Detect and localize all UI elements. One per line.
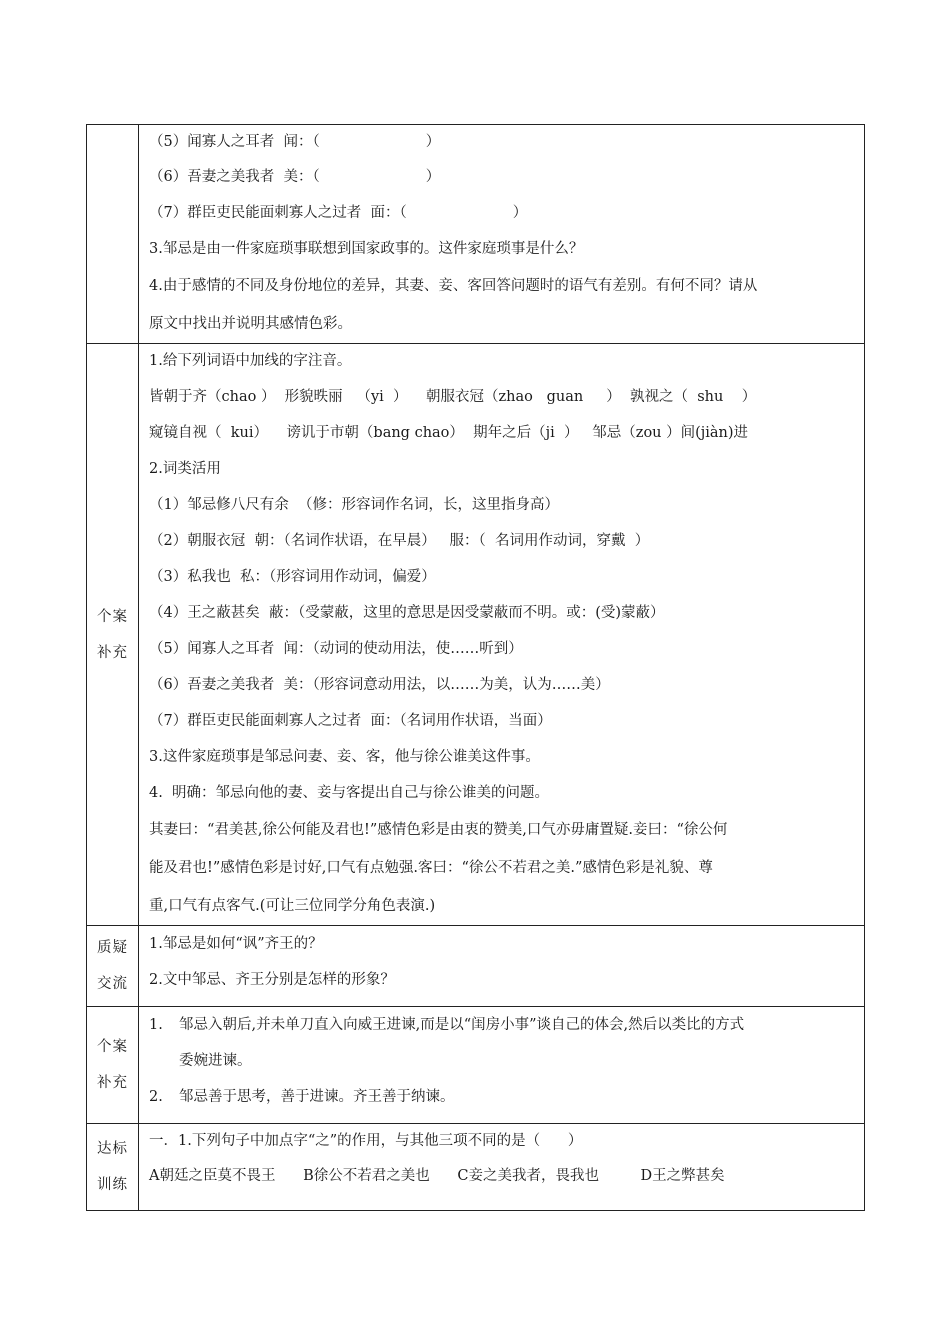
text-line: 4.由于感情的不同及身份地位的差异，其妻、妾、客回答问题时的语气有差别。有何不同？请从 bbox=[149, 278, 758, 294]
worksheet-table bbox=[86, 124, 865, 1211]
text-line: （4）王之蔽甚矣 蔽：（受蒙蔽，这里的意思是因受蒙蔽而不明。或：(受)蒙蔽） bbox=[149, 605, 665, 621]
text-line: （7）群臣吏民能面刺寡人之过者 面：（名词用作状语，当面） bbox=[149, 713, 552, 729]
text-line: 2.词类活用 bbox=[149, 461, 221, 477]
row-label-empty bbox=[87, 125, 139, 344]
text-line: （2）朝服衣冠 朝：（名词作状语，在早晨） 服：（ 名词用作动词，穿戴 ） bbox=[149, 533, 650, 549]
text-line: 重,口气有点客气.(可让三位同学分角色表演.) bbox=[149, 898, 436, 914]
spacer bbox=[149, 998, 864, 1006]
list-number: 1. bbox=[149, 1017, 163, 1033]
text-line: （7）群臣吏民能面刺寡人之过者 面：（ ） bbox=[149, 205, 528, 221]
text-line: 3.邹忌是由一件家庭琐事联想到国家政事的。这件家庭琐事是什么？ bbox=[149, 241, 584, 257]
text-line: 其妻曰：“君美甚,徐公何能及君也!”感情色彩是由衷的赞美,口气亦毋庸置疑.妾曰：“徐公何 bbox=[149, 822, 728, 838]
options-text: A朝廷之臣莫不畏王 B徐公不若君之美也 C妾之美我者，畏我也 D王之弊甚矣 bbox=[149, 1168, 725, 1184]
row-top-block bbox=[87, 125, 865, 344]
row-label-line: 质疑 bbox=[97, 940, 128, 956]
list-text: 邹忌入朝后,并未单刀直入向威王进谏,而是以“闺房小事”谈自己的体会,然后以类比的方式 bbox=[179, 1017, 745, 1033]
list-item bbox=[149, 1007, 864, 1043]
text-line: 1.邹忌是如何“讽”齐王的？ bbox=[149, 936, 323, 952]
list-number bbox=[149, 1043, 179, 1079]
text-line: （3）私我也 私：（形容词用作动词，偏爱） bbox=[149, 569, 436, 585]
case2-content bbox=[139, 1007, 865, 1124]
list-item bbox=[149, 1079, 864, 1115]
numbered-list bbox=[149, 1007, 864, 1115]
spacer bbox=[149, 1194, 864, 1210]
text-line: 4. 明确：邹忌向他的妻、妾与客提出自己与徐公谁美的问题。 bbox=[149, 785, 550, 801]
list-number: 2. bbox=[149, 1089, 163, 1105]
text-line: 1.给下列词语中加线的字注音。 bbox=[149, 353, 352, 369]
row-label-line: 训练 bbox=[97, 1177, 128, 1193]
row-label-line: 交流 bbox=[97, 976, 128, 992]
text-line: （5）闻寡人之耳者 闻：（动词的使动用法，使……听到） bbox=[149, 641, 523, 657]
row-label-line: 个案 bbox=[97, 1039, 128, 1055]
list-text: 邹忌善于思考，善于进谏。齐王善于纳谏。 bbox=[179, 1089, 455, 1105]
list-text: 委婉进谏。 bbox=[179, 1053, 252, 1069]
top-block-content bbox=[139, 125, 865, 344]
list-item bbox=[149, 1043, 864, 1079]
text-line: 窥镜自视（ kui） 谤讥于市朝（bang chao） 期年之后（ji ） 邹忌（zou ）间(jiàn)进 bbox=[149, 425, 749, 441]
text-line: （5）闻寡人之耳者 闻：（ ） bbox=[149, 134, 441, 150]
text-line: 能及君也!”感情色彩是讨好,口气有点勉强.客曰：“徐公不若君之美.”感情色彩是礼貌、尊 bbox=[149, 860, 713, 876]
row-question-exchange bbox=[87, 926, 865, 1007]
text-line: （1）邹忌修八尺有余 （修：形容词作名词，长，这里指身高） bbox=[149, 497, 559, 513]
row-label-line: 个案 bbox=[97, 608, 128, 625]
text-line: （6）吾妻之美我者 美：（ ） bbox=[149, 169, 441, 185]
text-line: （6）吾妻之美我者 美：（形容词意动用法，以……为美，认为……美） bbox=[149, 677, 610, 693]
row-case-supplement-1 bbox=[87, 344, 865, 926]
row-label-line: 补充 bbox=[97, 644, 128, 661]
discuss-content bbox=[139, 926, 865, 1007]
text-line: 皆朝于齐（chao ） 形貌昳丽 （yi ） 朝服衣冠（zhao guan ） 孰视之（ shu ） bbox=[149, 389, 757, 405]
row-label bbox=[87, 926, 139, 1007]
text-line: 原文中找出并说明其感情色彩。 bbox=[149, 316, 352, 332]
text-line: 2.文中邹忌、齐王分别是怎样的形象？ bbox=[149, 972, 395, 988]
row-label bbox=[87, 344, 139, 926]
row-label-line: 补充 bbox=[97, 1075, 128, 1091]
case1-content bbox=[139, 344, 865, 926]
train-content bbox=[139, 1124, 865, 1211]
row-label bbox=[87, 1007, 139, 1124]
row-label bbox=[87, 1124, 139, 1211]
row-label-line: 达标 bbox=[97, 1141, 128, 1157]
row-case-supplement-2 bbox=[87, 1007, 865, 1124]
question-text: 一．1.下列句子中加点字“之”的作用，与其他三项不同的是（ ） bbox=[149, 1133, 583, 1149]
text-line: 3.这件家庭琐事是邹忌问妻、妾、客，他与徐公谁美这件事。 bbox=[149, 749, 540, 765]
spacer bbox=[149, 1115, 864, 1123]
row-target-training bbox=[87, 1124, 865, 1211]
